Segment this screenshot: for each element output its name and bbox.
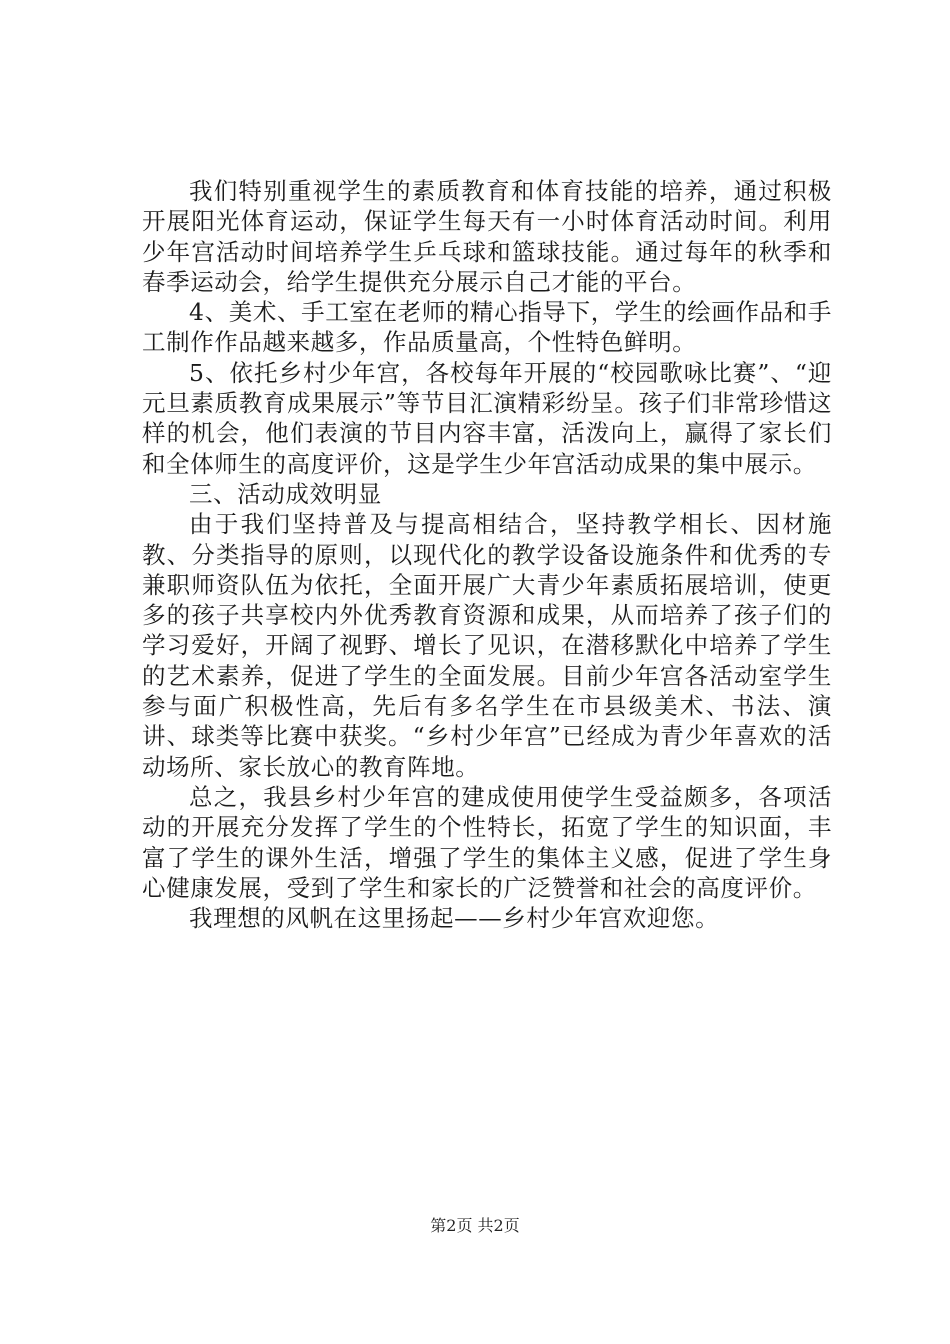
paragraph-sports-skills: 我们特别重视学生的素质教育和体育技能的培养，通过积极开展阳光体育运动，保证学生每天有一小时体育活动时间。利用少年宫活动时间培养学生乒乓球和篮球技能。通过每年的秋季和春季运动会，给学生提供充分展示自己才能的平台。 (142, 177, 832, 296)
section-heading-results: 三、活动成效明显 (189, 479, 382, 508)
paragraph-closing: 我理想的风帆在这里扬起——乡村少年宫欢迎您。 (189, 904, 720, 933)
document-body (142, 176, 832, 933)
paragraph-results: 由于我们坚持普及与提高相结合，坚持教学相长、因材施教、分类指导的原则，以现代化的教学设备设施条件和优秀的专兼职师资队伍为依托，全面开展广大青少年素质拓展培训，使更多的孩子共享校内外优秀教育资源和成果，从而培养了孩子们的学习爱好，开阔了视野、增长了见识，在潜移默化中培养了学生的艺术素养，促进了学生的全面发展。目前少年宫各活动室学生参与面广积极性高，先后有多名学生在市县级美术、书法、演讲、球类等比赛中获奖。“乡村少年宫”已经成为青少年喜欢的活动场所、家长放心的教育阵地。 (142, 510, 832, 781)
paragraph-art-handcraft: 4、美术、手工室在老师的精心指导下，学生的绘画作品和手工制作作品越来越多，作品质量高，个性特色鲜明。 (142, 298, 832, 357)
page-number-footer: 第2页 共2页 (430, 1216, 520, 1235)
paragraph-performances: 5、依托乡村少年宫，各校每年开展的“校园歌咏比赛”、“迎元旦素质教育成果展示”等节目汇演精彩纷呈。孩子们非常珍惜这样的机会，他们表演的节目内容丰富，活泼向上，赢得了家长们和全体师生的高度评价，这是学生少年宫活动成果的集中展示。 (142, 358, 832, 478)
paragraph-summary: 总之，我县乡村少年宫的建成使用使学生受益颇多，各项活动的开展充分发挥了学生的个性特长，拓宽了学生的知识面，丰富了学生的课外生活，增强了学生的集体主义感，促进了学生身心健康发展，受到了学生和家长的广泛赞誉和社会的高度评价。 (142, 782, 832, 902)
